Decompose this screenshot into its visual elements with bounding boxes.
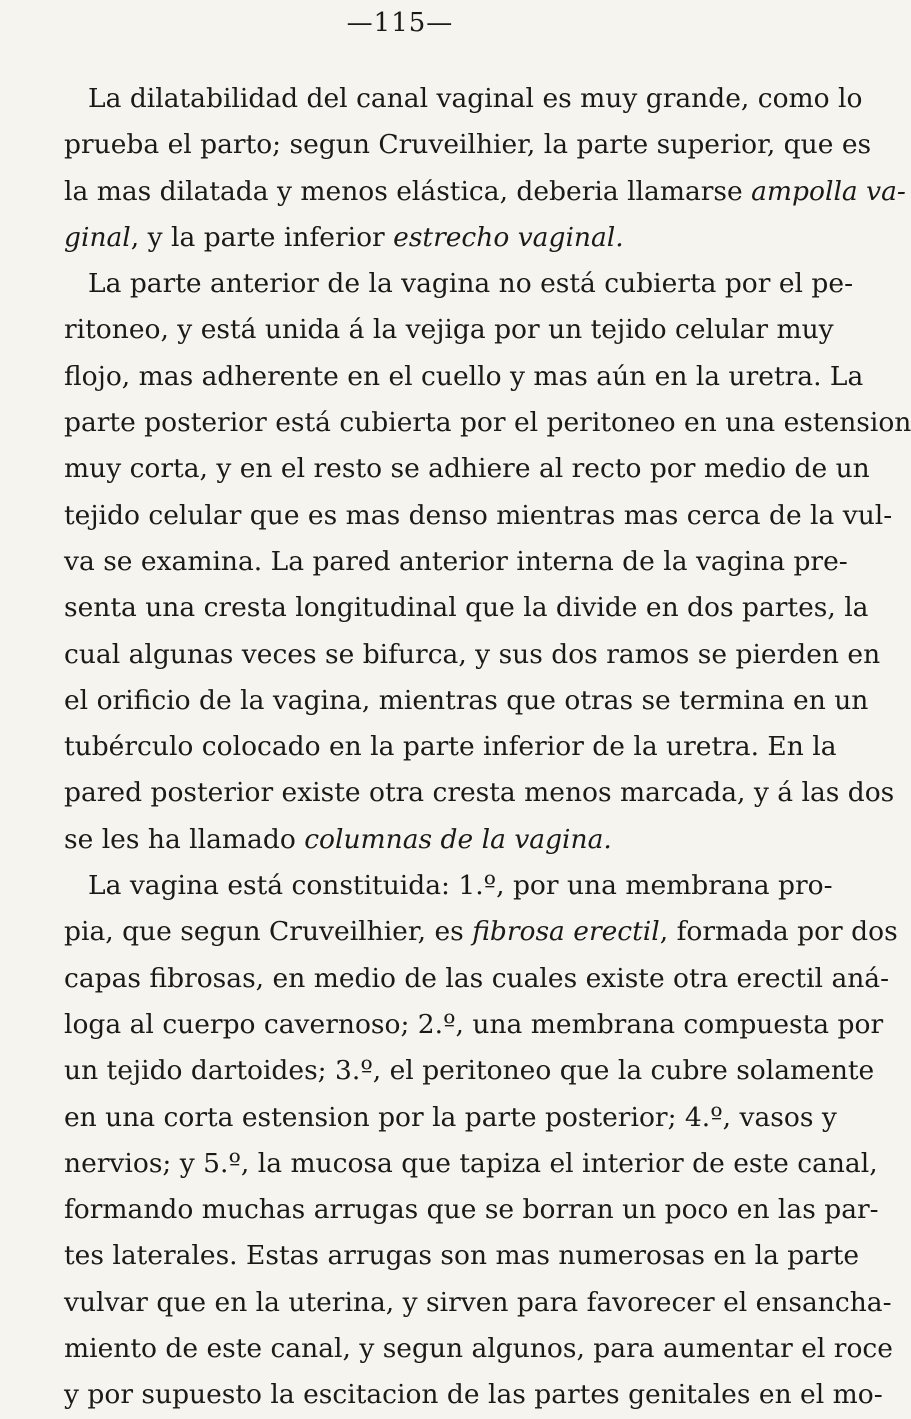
text-line: La parte anterior de la vagina no está cubierta por el pe- — [88, 268, 854, 300]
text-line: capas fibrosas, en medio de las cuales existe otra erectil aná- — [64, 962, 890, 994]
text-line: se les ha llamado columnas de la vagina. — [64, 823, 612, 855]
text-line: el orificio de la vagina, mientras que otras se termina en un — [64, 684, 869, 716]
text-line: va se examina. La pared anterior interna de la vagina pre- — [64, 545, 848, 577]
text-line: tubérculo colocado en la parte inferior de la uretra. En la — [64, 731, 837, 763]
text-line: en una corta estension por la parte posterior; 4.º, vasos y — [64, 1101, 837, 1133]
text-line: ritoneo, y está unida á la vejiga por un tejido celular muy — [64, 314, 834, 346]
text-line: tes laterales. Estas arrugas son mas numerosas en la parte — [64, 1240, 860, 1272]
italic-term: estrecho vaginal. — [393, 221, 624, 253]
text-line: flojo, mas adherente en el cuello y mas aún en la uretra. La — [64, 360, 864, 392]
text-line: tejido celular que es mas denso mientras mas cerca de la vul- — [64, 499, 893, 531]
italic-term: ampolla va- — [751, 175, 906, 207]
text-line: miento de este canal, y segun algunos, para aumentar el roce — [64, 1333, 893, 1365]
italic-term: ginal — [64, 221, 131, 253]
page-number: —115— — [346, 8, 454, 38]
text-line: parte posterior está cubierta por el peritoneo en una estension — [64, 407, 911, 439]
text-line: muy corta, y en el resto se adhiere al recto por medio de un — [64, 453, 870, 485]
text-line: y por supuesto la escitacion de las partes genitales en el mo- — [64, 1379, 883, 1411]
text-line: la mas dilatada y menos elástica, deberia llamarse ampolla va- — [64, 175, 906, 207]
text-line: prueba el parto; segun Cruveilhier, la parte superior, que es — [64, 129, 872, 161]
text-line: cual algunas veces se bifurca, y sus dos ramos se pierden en — [64, 638, 881, 670]
text-line: loga al cuerpo cavernoso; 2.º, una membrana compuesta por — [64, 1008, 884, 1040]
text-line: vulvar que en la uterina, y sirven para favorecer el ensancha- — [64, 1286, 892, 1318]
text-line: La dilatabilidad del canal vaginal es muy grande, como lo — [88, 83, 863, 114]
body-text — [64, 76, 911, 1419]
text-line: La vagina está constituida: 1.º, por una membrana pro- — [88, 870, 833, 902]
text-line: ginal, y la parte inferior estrecho vaginal. — [64, 221, 624, 253]
italic-term: columnas de la vagina. — [304, 823, 612, 855]
italic-term: fibrosa erectil — [472, 916, 660, 948]
text-line: pia, que segun Cruveilhier, es fibrosa erectil, formada por dos — [64, 916, 898, 948]
text-line: pared posterior existe otra cresta menos marcada, y á las dos — [64, 777, 895, 809]
text-line: senta una cresta longitudinal que la divide en dos partes, la — [64, 592, 869, 624]
text-line: un tejido dartoides; 3.º, el peritoneo que la cubre solamente — [64, 1055, 875, 1087]
text-line: formando muchas arrugas que se borran un poco en las par- — [64, 1194, 879, 1226]
text-line: nervios; y 5.º, la mucosa que tapiza el interior de este canal, — [64, 1147, 878, 1179]
